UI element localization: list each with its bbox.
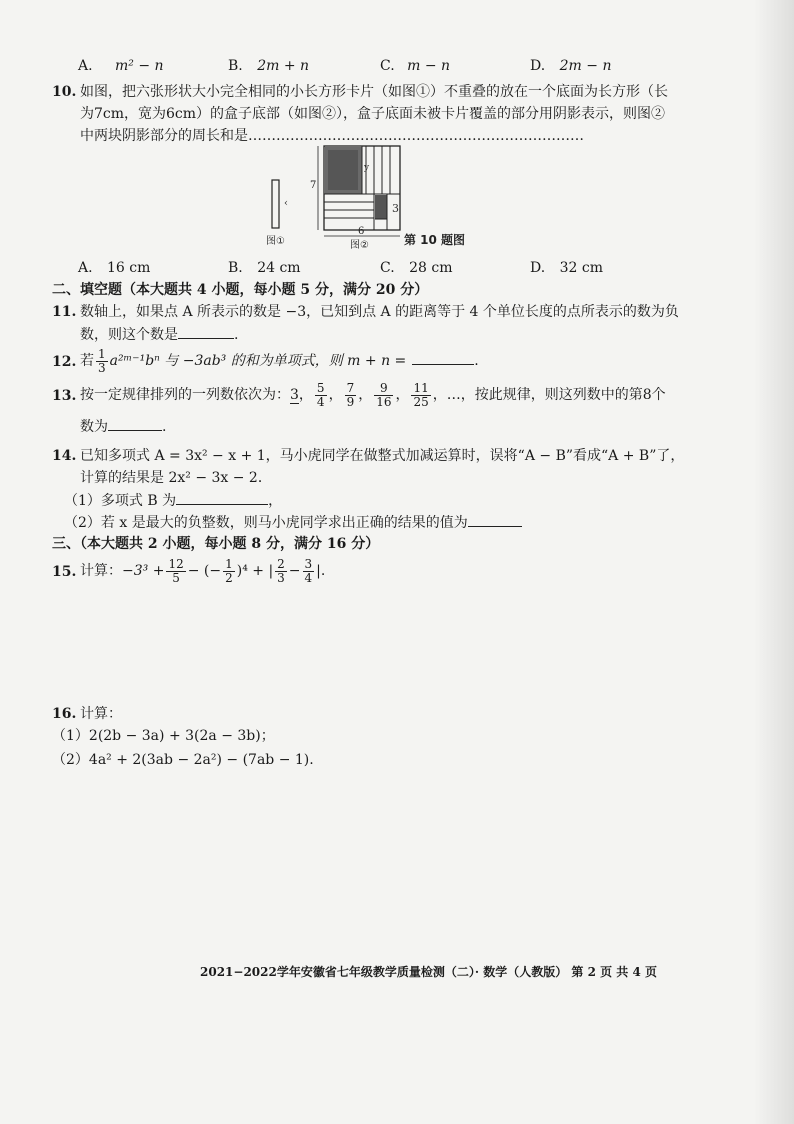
fig2-label: 图②	[350, 240, 369, 251]
q10-option-b	[228, 258, 301, 278]
fig1-label: 图①	[266, 236, 285, 247]
q14-number: 14.	[52, 448, 77, 464]
q9-option-d	[530, 56, 611, 76]
handwritten-mark: y	[364, 163, 370, 173]
q12-fraction	[96, 348, 108, 375]
q13-line2	[80, 416, 166, 437]
q12-number: 12.	[52, 354, 77, 370]
frac-num: 1	[225, 556, 233, 571]
frac-den: 3	[277, 570, 285, 585]
frac-den: 4	[316, 394, 325, 409]
fig1-card	[272, 180, 279, 228]
fig1-mark: ‹	[284, 198, 288, 209]
q15-part: )⁴ + |	[236, 563, 274, 579]
option-letter: A.	[78, 58, 93, 74]
frac-den: 25	[413, 394, 429, 409]
frac-num: 3	[304, 556, 313, 571]
q11-answer-blank[interactable]	[178, 324, 234, 339]
q9-option-c	[380, 56, 450, 76]
q15-text: 计算：	[80, 563, 122, 579]
q10-line1: 如图，把六张形状大小完全相同的小长方形卡片（如图①）不重叠的放在一个底面为长方形（长	[80, 84, 668, 100]
q13-fraction-2	[345, 382, 357, 409]
q15-fraction-1	[166, 558, 185, 585]
q14-line2: 计算的结果是 2x² − 3x − 2．	[80, 470, 272, 486]
q15-number: 15.	[52, 564, 77, 580]
q15-fraction-3	[275, 558, 287, 585]
q13-text: 按一定规律排列的一列数依次为：	[80, 387, 290, 403]
option-value: 32 cm	[559, 260, 604, 276]
q10-line3: 中两块阴影部分的周长和是………………………………………………………………	[80, 128, 584, 144]
q12-expr: a²ᵐ⁻¹bⁿ 与 −3ab³ 的和为单项式，则 m + n =	[109, 353, 407, 369]
q12-line	[80, 346, 479, 376]
dim-7-label: 7	[310, 180, 317, 191]
frac-num: 1	[98, 346, 106, 361]
q15-part: −	[288, 563, 301, 579]
q11-line1: 数轴上，如果点 A 所表示的数是 −3，已知到点 A 的距离等于 4 个单位长度的点所表示的数为负	[80, 304, 679, 320]
q10-number: 10.	[52, 84, 77, 100]
q14-sub1-comma: ，	[268, 493, 283, 509]
q9-option-b	[228, 56, 309, 76]
q10-option-d	[530, 258, 603, 278]
q13-fraction-4	[411, 382, 430, 409]
option-expr: 2m − n	[559, 58, 612, 74]
option-letter: A.	[78, 260, 93, 276]
q11-number: 11.	[52, 304, 77, 320]
q13-fraction-3	[374, 382, 393, 409]
q12-period: .	[474, 353, 479, 369]
q11-line2	[80, 324, 238, 345]
section2-title: 二、填空题（本大题共 4 小题，每小题 5 分，满分 20 分）	[52, 282, 429, 298]
q15-fraction-4	[303, 558, 315, 585]
q14-sub1-text: （1）多项式 B 为	[64, 493, 177, 509]
option-value: 28 cm	[409, 260, 453, 276]
q14-sub2	[64, 512, 522, 533]
q13-fraction-1	[315, 382, 327, 409]
q16-title: 计算：	[80, 706, 122, 722]
option-value: 24 cm	[257, 260, 301, 276]
fig2-shade-texture	[328, 150, 358, 190]
q14-sub2-text: （2）若 x 是最大的负整数，则马小虎同学求出正确的结果的值为	[64, 515, 468, 531]
frac-den: 4	[304, 570, 313, 585]
q11-period: .	[234, 327, 239, 343]
q12-answer-blank[interactable]	[412, 350, 474, 365]
q14-sub1-answer-blank[interactable]	[176, 490, 268, 505]
frac-num: 9	[374, 382, 393, 396]
q15-part: − (−	[187, 563, 222, 579]
frac-den: 2	[225, 570, 233, 585]
q15-fraction-2	[223, 558, 235, 585]
q13-text: 数为	[80, 419, 108, 435]
frac-den: 3	[98, 360, 106, 375]
frac-num: 2	[277, 556, 285, 571]
option-letter: B.	[228, 58, 243, 74]
q15-part: −3³ +	[122, 563, 165, 579]
q10-option-c	[380, 258, 453, 278]
fig2-shade-bottom-right	[375, 195, 387, 219]
option-letter: D.	[530, 260, 546, 276]
option-expr: m² − n	[115, 58, 164, 74]
option-letter: B.	[228, 260, 243, 276]
q15-expression	[80, 554, 325, 588]
dim-6-label: 6	[358, 226, 365, 237]
frac-num: 7	[346, 380, 355, 395]
q12-text: 若	[80, 353, 94, 369]
frac-num: 12	[168, 556, 184, 571]
option-expr: 2m + n	[257, 58, 310, 74]
q13-text-post: ，…，按此规律，则这列数中的第8个	[432, 387, 666, 403]
section3-title: 三、（本大题共 2 小题，每小题 8 分，满分 16 分）	[52, 536, 380, 552]
q10-line2: 为7cm，宽为6cm）的盒子底部（如图②），盒子底面未被卡片覆盖的部分用阴影表示，则图②	[80, 106, 666, 122]
q14-line1: 已知多项式 A = 3x² − x + 1，马小虎同学在做整式加减运算时，误将“A − B”看成“A + B”了，	[80, 448, 685, 464]
q13-first-term: 3	[290, 387, 299, 403]
scan-edge-shadow	[754, 0, 794, 1124]
frac-den: 5	[172, 570, 180, 585]
q10-figure	[262, 140, 502, 255]
handwritten-mark: 3	[392, 202, 399, 215]
q14-sub1	[64, 490, 282, 511]
q16-sub2: （2）4a² + 2(3ab − 2a²) − (7ab − 1).	[52, 752, 314, 768]
frac-num: 11	[413, 380, 429, 395]
q11-text: 数，则这个数是	[80, 327, 178, 343]
page-footer: 2021−2022学年安徽省七年级教学质量检测（二）· 数学（人教版） 第 2 页 共 4 页	[200, 965, 657, 979]
q14-sub2-answer-blank[interactable]	[468, 512, 522, 527]
frac-den: 16	[376, 394, 392, 409]
q13-period: .	[162, 419, 167, 435]
q13-answer-blank[interactable]	[108, 416, 162, 431]
option-value: 16 cm	[107, 260, 151, 276]
frac-num: 5	[316, 380, 325, 395]
option-letter: D.	[530, 58, 546, 74]
frac-den: 9	[346, 394, 355, 409]
option-expr: m − n	[407, 58, 451, 74]
q15-part: |.	[316, 563, 326, 579]
q16-number: 16.	[52, 706, 77, 722]
q9-option-a	[78, 56, 164, 76]
option-letter: C.	[380, 260, 395, 276]
q13-line1: 按一定规律排列的一列数依次为：3， $\frac{5}{4}$ ， $\frac{7}{9}$ ， $\frac{9}{16}$ ， $\frac{11}{25}$ ，…，按此规律，则这列数中的第8个	[80, 380, 666, 409]
option-letter: C.	[380, 58, 395, 74]
q10-option-a	[78, 258, 150, 278]
q13-number: 13.	[52, 388, 77, 404]
figure-caption: 第 10 题图	[404, 233, 466, 247]
q16-sub1: （1）2(2b − 3a) + 3(2a − 3b)；	[52, 728, 275, 744]
